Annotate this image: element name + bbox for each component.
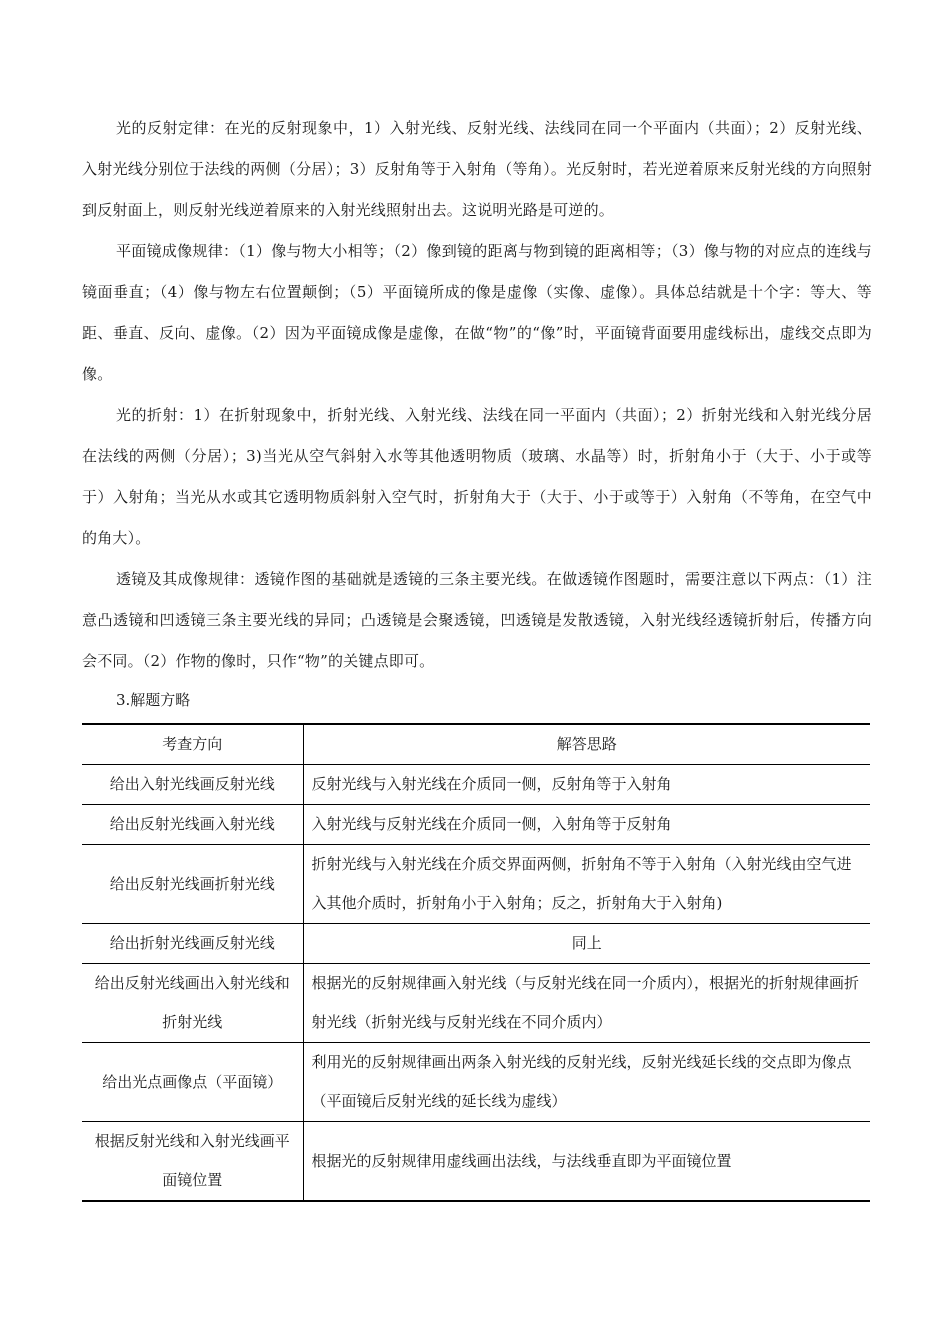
table-cell-approach: 入射光线与反射光线在介质同一侧，入射角等于反射角: [303, 805, 870, 845]
table-cell-approach: 根据光的反射规律用虚线画出法线，与法线垂直即为平面镜位置: [303, 1122, 870, 1202]
strategy-table: [82, 723, 870, 1202]
table-header-row: [82, 724, 870, 765]
table-header-approach: 解答思路: [556, 735, 617, 753]
table-row: [82, 845, 870, 924]
table-row: [82, 765, 870, 805]
paragraph-lens-law: 透镜及其成像规律：透镜作图的基础就是透镜的三条主要光线。在做透镜作图题时，需要注意以下两点：（1）注意凸透镜和凹透镜三条主要光线的异同；凸透镜是会聚透镜，凹透镜是发散透镜，入射光线经透镜折射后，传播方向会不同。（2）作物的像时，只作“物”的关键点即可。: [82, 570, 872, 670]
table-row: [82, 1122, 870, 1202]
table-cell-approach: 反射光线与入射光线在介质同一侧，反射角等于入射角: [303, 765, 870, 805]
table-cell-approach: 同上: [303, 924, 870, 964]
paragraph-reflection-law: 光的反射定律：在光的反射现象中，1）入射光线、反射光线、法线同在同一个平面内（共面）；2）反射光线、入射光线分别位于法线的两侧（分居）；3）反射角等于入射角（等角）。光反射时，若光逆着原来反射光线的方向照射到反射面上，则反射光线逆着原来的入射光线照射出去。这说明光路是可逆的。: [82, 119, 872, 219]
table-cell-direction: 给出反射光线画入射光线: [82, 805, 303, 845]
table-cell-approach: 利用光的反射规律画出两条入射光线的反射光线，反射光线延长线的交点即为像点（平面镜后反射光线的延长线为虚线）: [303, 1043, 870, 1122]
table-row: [82, 805, 870, 845]
paragraph-refraction-law: 光的折射：1）在折射现象中，折射光线、入射光线、法线在同一平面内（共面）；2）折射光线和入射光线分居在法线的两侧（分居）；3)当光从空气斜射入水等其他透明物质（玻璃、水晶等）时，折射角小于（大于、小于或等于）入射角；当光从水或其它透明物质斜射入空气时，折射角大于（大于、小于或等于）入射角（不等角，在空气中的角大）。: [82, 406, 872, 547]
section-heading: 3.解题方略: [116, 691, 191, 709]
table-cell-direction: 给出反射光线画出入射光线和折射光线: [82, 964, 303, 1043]
table-cell-approach: 根据光的反射规律画入射光线（与反射光线在同一介质内），根据光的折射规律画折射光线（折射光线与反射光线在不同介质内）: [303, 964, 870, 1043]
table-header-direction: 考查方向: [82, 724, 303, 765]
table-cell-direction: 给出反射光线画折射光线: [82, 845, 303, 924]
table-row: [82, 924, 870, 964]
table-cell-approach: 折射光线与入射光线在介质交界面两侧，折射角不等于入射角（入射光线由空气进入其他介质时，折射角小于入射角；反之，折射角大于入射角): [303, 845, 870, 924]
table-row: [82, 1043, 870, 1122]
table-cell-direction: 给出入射光线画反射光线: [82, 765, 303, 805]
table-cell-direction: 根据反射光线和入射光线画平面镜位置: [82, 1122, 303, 1202]
table-cell-direction: 给出光点画像点（平面镜）: [82, 1043, 303, 1122]
paragraph-plane-mirror-law: 平面镜成像规律：（1）像与物大小相等；（2）像到镜的距离与物到镜的距离相等；（3）像与物的对应点的连线与镜面垂直；（4）像与物左右位置颠倒；（5）平面镜所成的像是虚像（实像、虚像）。具体总结就是十个字：等大、等距、垂直、反向、虚像。（2）因为平面镜成像是虚像，在做“物”的“像”时，平面镜背面要用虚线标出，虚线交点即为像。: [82, 242, 872, 383]
table-row: [82, 964, 870, 1043]
table-cell-direction: 给出折射光线画反射光线: [82, 924, 303, 964]
